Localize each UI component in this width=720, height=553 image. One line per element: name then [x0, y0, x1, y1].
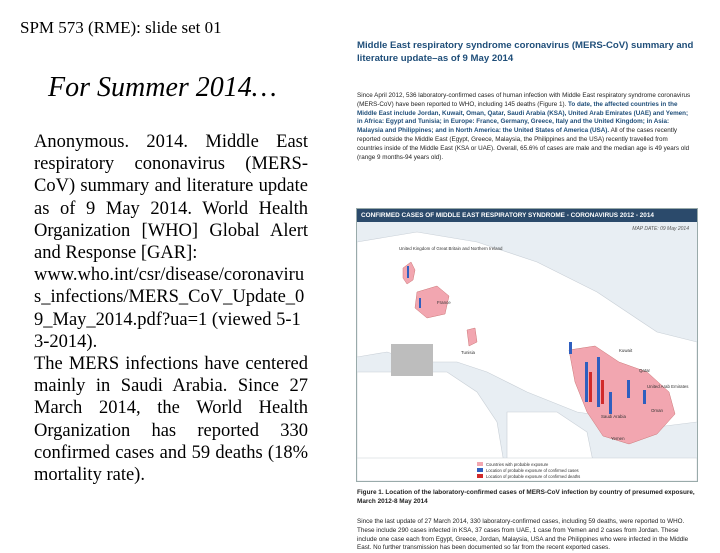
figure-caption: Figure 1. Location of the laboratory-confirmed cases of MERS-CoV infection by country of presumed exposure, March 2012-8 May 2014 [357, 489, 695, 505]
slide-body [34, 131, 308, 486]
legend-cases: Location of probable exposure of confirmed cases [486, 468, 579, 473]
paragraph-1-rest: All of the cases recently reported outside the Middle East (Egypt, Greece, Malaysia, the Philippines and the USA) recently travelled from countries inside of the Middle East (KSA or UAE). Overall, 65.6% of cases are male and the median age is 49 years old (range 9 months-94 years old). [357, 127, 690, 161]
legend-exposure: Countries with probable exposure [486, 462, 549, 467]
course-header: SPM 573 (RME): slide set 01 [20, 18, 222, 37]
paragraph-1-lead: Since April 2012, 536 laboratory-confirmed cases of human infection with Middle East respiratory syndrome coronavirus (MERS-CoV) have been reported to WHO, including 145 deaths (Figure 1). [357, 92, 691, 108]
label-tunisia: Tunisia [461, 350, 475, 355]
mers-map-figure [356, 208, 698, 482]
summary-text: The MERS infections have centered mainly in Saudi Arabia. Since 27 March 2014, the World Health Organization has reported 330 confirmed cases and 59 deaths (18% mortality rate). [34, 354, 308, 486]
label-oman: Oman [651, 408, 663, 413]
map-image [357, 222, 697, 481]
slide-title: For Summer 2014… [48, 72, 277, 103]
label-uae: United Arab Emirates [647, 384, 689, 389]
label-uk: United Kingdom of Great Britain and Northern Ireland [399, 246, 503, 251]
label-qatar: Qatar [639, 368, 650, 373]
document-title: Middle East respiratory syndrome coronavirus (MERS-CoV) summary and literature update–as of 9 May 2014 [357, 40, 694, 64]
legend-deaths: Location of probable exposure of confirmed deaths [486, 474, 581, 479]
citation-text: Anonymous. 2014. Middle East respiratory cononavirus (MERS-CoV) summary and literature update as of 9 May 2014. World Health Organization [WHO] Global Alert and Response [GAR]: [34, 132, 308, 264]
label-yemen: Yemen [611, 436, 625, 441]
map-header: CONFIRMED CASES OF MIDDLE EAST RESPIRATORY SYNDROME - CORONAVIRUS 2012 - 2014 [357, 209, 697, 222]
paragraph-1-emphasis: To date, the affected countries in the Middle East include Jordan, Kuwait, Oman, Qatar, Saudi Arabia (KSA), United Arab Emirates (UAE) and Yemen; in Africa: Egypt and Tunisia; in Europe: France, Germany, Greece, Italy and the United Kingdom; in Asia: Malaysia and Philippines; and in North America: the United States of America (USA). [357, 100, 689, 135]
label-kuwait: Kuwait [619, 348, 633, 353]
document-paragraph-2: Since the last update of 27 March 2014, 330 laboratory-confirmed cases, including 59 deaths, were reported to WHO. These include 290 cases infected in KSA, 37 cases from UAE, 1 case from Yemen and 2 cases from Jordan. These include one case each from Egypt, Greece, Jordan, Malaysia, USA and the Philippines who were infected in the Middle East. No further transmission has been documented so far from the recent exported cases. [357, 518, 689, 552]
document-paragraph-1 [357, 92, 695, 162]
label-ksa: Saudi Arabia [601, 414, 626, 419]
citation-url: www.who.int/csr/disease/coronavirus_infections/MERS_CoV_Update_09_May_2014.pdf?ua=1 (viewed 5-13-2014). [34, 265, 305, 352]
who-document-excerpt [342, 40, 700, 552]
label-france: France [437, 300, 451, 305]
map-date: MAP DATE: 09 May 2014 [632, 226, 689, 232]
